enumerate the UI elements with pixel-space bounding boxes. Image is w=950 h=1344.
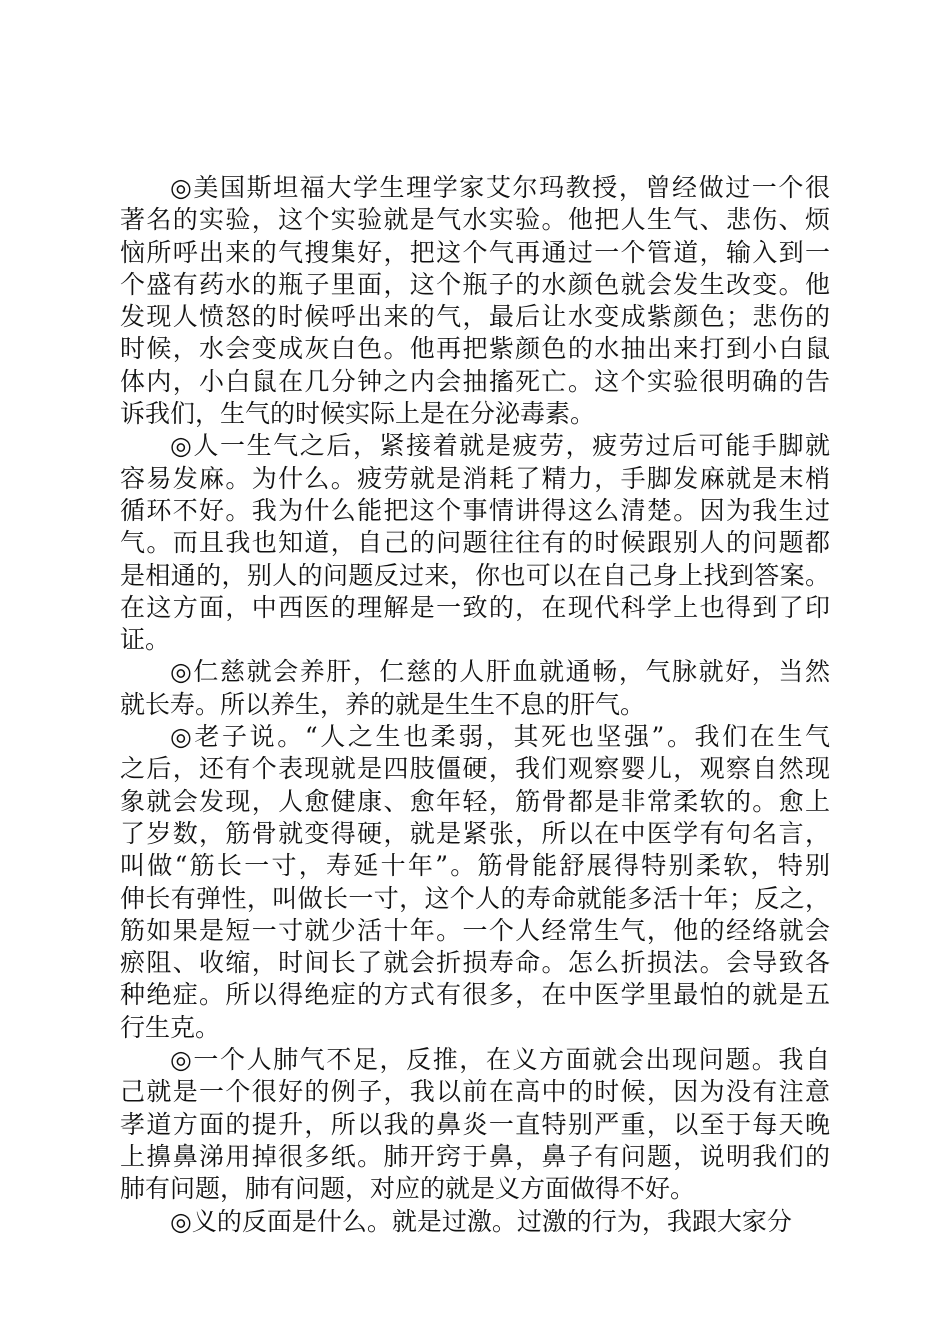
paragraph-line: 伸长有弹性，叫做长一寸，这个人的寿命就能多活十年；反之， [120,883,830,913]
paragraph-line: ◎仁慈就会养肝，仁慈的人肝血就通畅，气脉就好，当然 [170,657,830,687]
paragraph-line: 气。而且我也知道，自己的问题往往有的时候跟别人的问题都 [120,528,830,558]
paragraph-line: 在这方面，中西医的理解是一致的，在现代科学上也得到了印 [120,592,830,622]
paragraph-line: 是相通的，别人的问题反过来，你也可以在自己身上找到答案。 [120,560,830,590]
paragraph-line: 证。 [120,625,171,655]
paragraph-line: 象就会发现，人愈健康、愈年轻，筋骨都是非常柔软的。愈上 [120,786,830,816]
paragraph [120,1206,830,1238]
paragraph-line: 之后，还有个表现就是四肢僵硬，我们观察婴儿，观察自然现 [120,754,830,784]
paragraph [120,656,830,721]
paragraph-line: 循环不好。我为什么能把这个事情讲得这么清楚。因为我生过 [120,495,830,525]
paragraph-line: 体内，小白鼠在几分钟之内会抽搐死亡。这个实验很明确的告 [120,366,830,396]
paragraph [120,172,830,430]
paragraph-line: ◎一个人肺气不足，反推，在义方面就会出现问题。我自 [170,1045,830,1075]
paragraph-line: 发现人愤怒的时候呼出来的气，最后让水变成紫颜色；悲伤的 [120,302,830,332]
paragraph-line: 容易发麻。为什么。疲劳就是消耗了精力，手脚发麻就是末梢 [120,463,830,493]
paragraph-line: 上擤鼻涕用掉很多纸。肺开窍于鼻，鼻子有问题，说明我们的 [120,1141,830,1171]
paragraph-line: 孝道方面的提升，所以我的鼻炎一直特别严重，以至于每天晚 [120,1109,830,1139]
paragraph-line: 诉我们，生气的时候实际上是在分泌毒素。 [120,399,596,429]
paragraph-line: 叫做“筋长一寸，寿延十年”。筋骨能舒展得特别柔软，特别 [120,851,830,881]
paragraph-line: 著名的实验，这个实验就是气水实验。他把人生气、悲伤、烦 [120,205,830,235]
paragraph-line: 时候，水会变成灰白色。他再把紫颜色的水抽出来打到小白鼠 [120,334,830,364]
paragraph [120,430,830,656]
paragraph-line: ◎义的反面是什么。就是过激。过激的行为，我跟大家分 [170,1206,792,1236]
paragraph-line: 行生克。 [120,1012,221,1042]
paragraph-line: 就长寿。所以养生，养的就是生生不息的肝气。 [120,689,646,719]
paragraph-line: 瘀阻、收缩，时间长了就会折损寿命。怎么折损法。会导致各 [120,948,830,978]
paragraph-line: 筋如果是短一寸就少活十年。一个人经常生气，他的经络就会 [120,915,830,945]
paragraph-line: 个盛有药水的瓶子里面，这个瓶子的水颜色就会发生改变。他 [120,269,830,299]
document-body [120,172,830,1238]
paragraph-line: 肺有问题，肺有问题，对应的就是义方面做得不好。 [120,1174,696,1204]
paragraph-line: 了岁数，筋骨就变得硬，就是紧张，所以在中医学有句名言， [120,818,830,848]
paragraph [120,721,830,1044]
paragraph-line: ◎老子说。“人之生也柔弱，其死也坚强”。我们在生气 [170,722,830,752]
paragraph-line: 种绝症。所以得绝症的方式有很多，在中医学里最怕的就是五 [120,980,830,1010]
paragraph-line: 己就是一个很好的例子，我以前在高中的时候，因为没有注意 [120,1077,830,1107]
paragraph-line: ◎人一生气之后，紧接着就是疲劳，疲劳过后可能手脚就 [170,431,830,461]
paragraph [120,1044,830,1205]
paragraph-line: 恼所呼出来的气搜集好，把这个气再通过一个管道，输入到一 [120,237,830,267]
paragraph-line: ◎美国斯坦福大学生理学家艾尔玛教授，曾经做过一个很 [170,173,830,202]
